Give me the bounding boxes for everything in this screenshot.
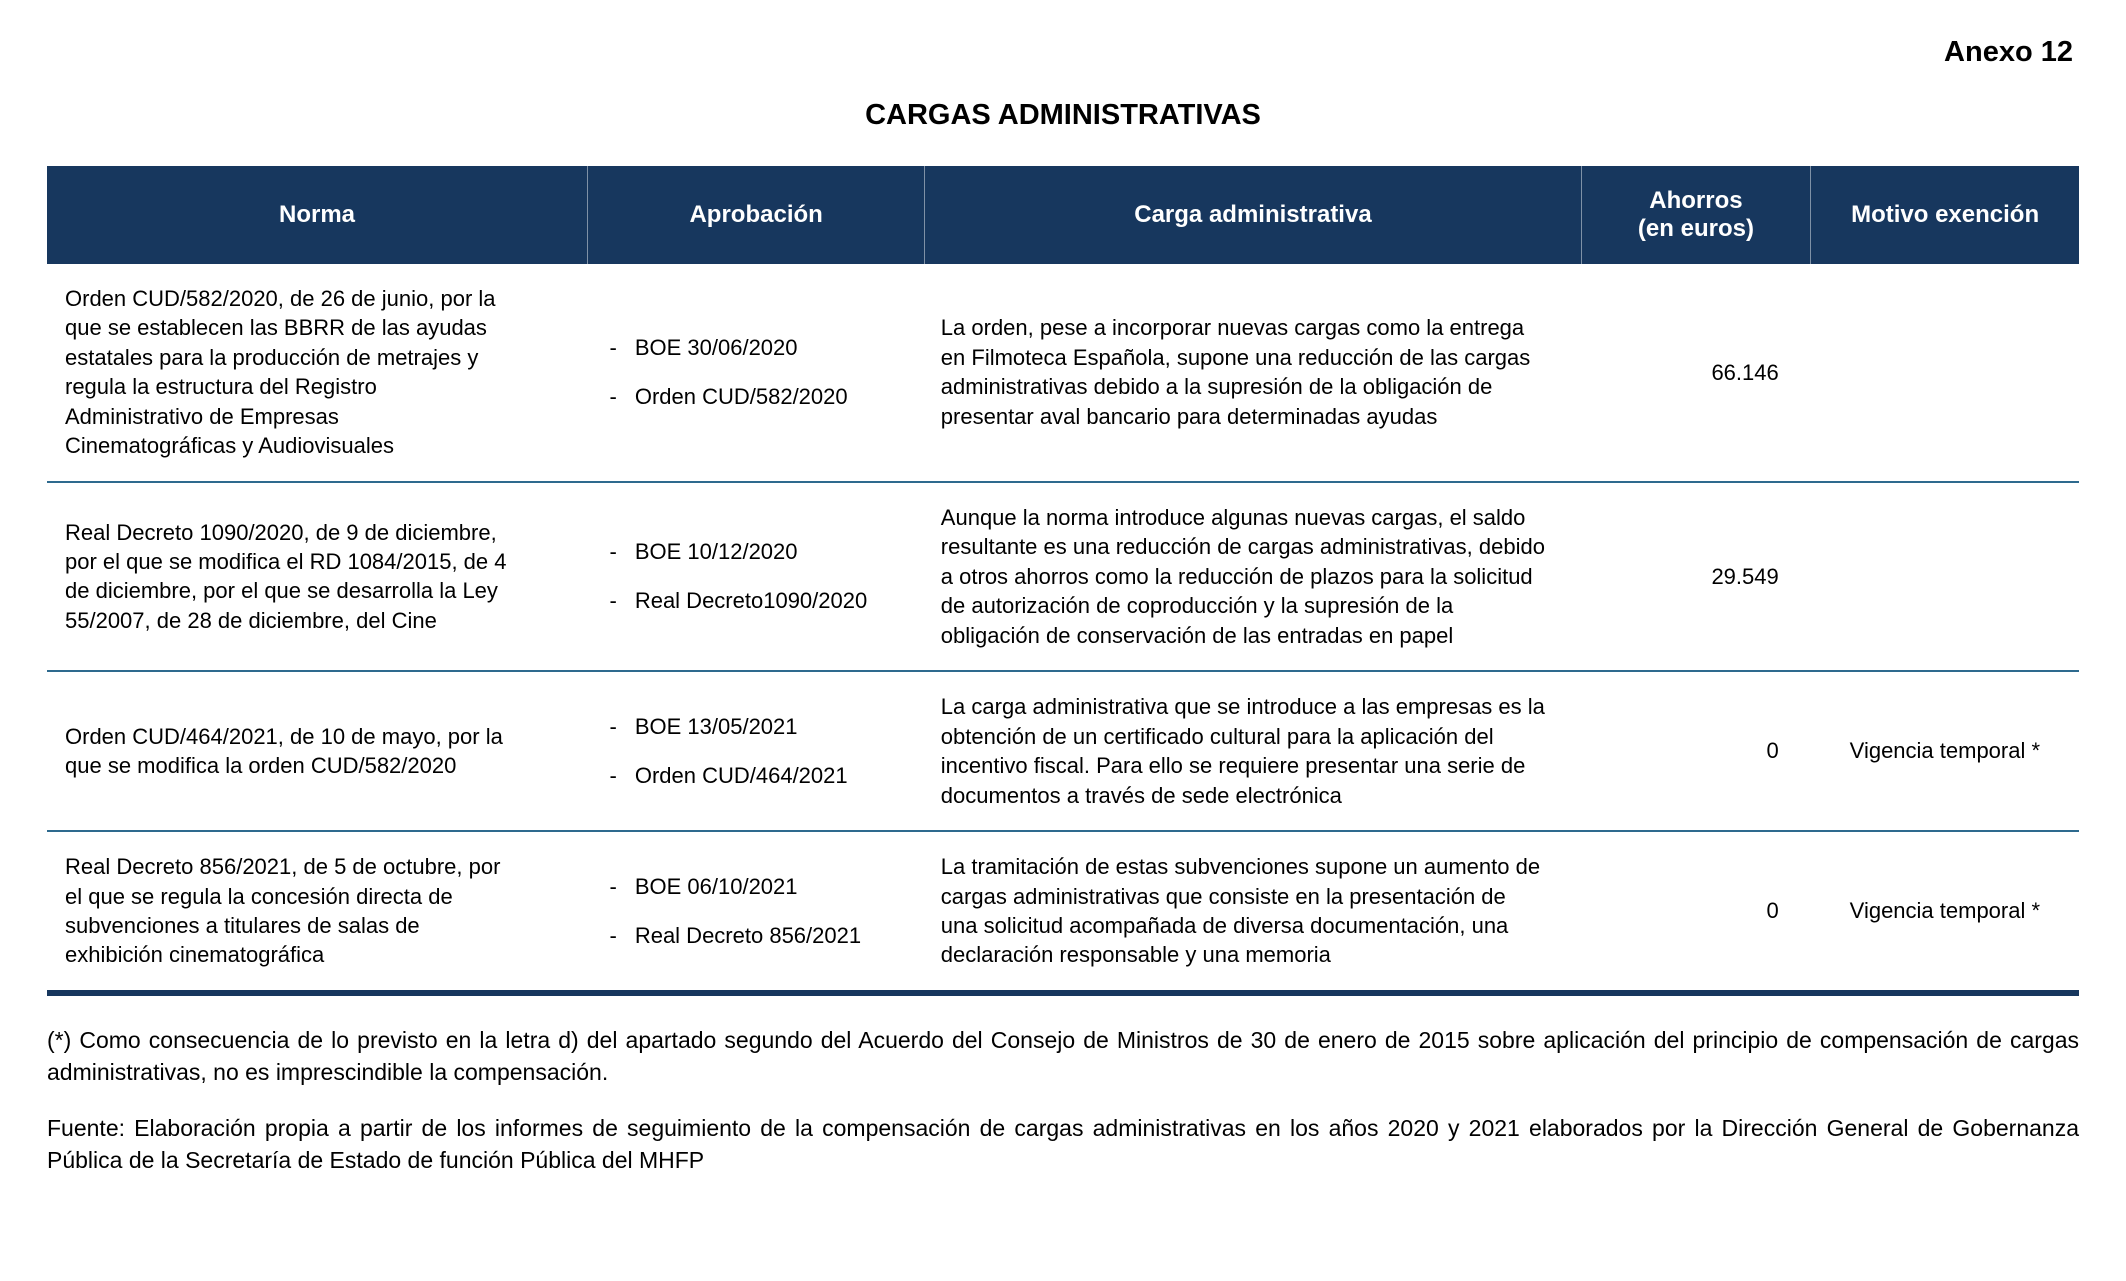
footnote-asterisk: (*) Como consecuencia de lo previsto en la letra d) del apartado segundo del Acuerdo del Consejo de Ministros de 30 de enero de 2015 sobre aplicación del principio de compensación de cargas administrativas, no es imprescindible la compensación.	[47, 1026, 2079, 1086]
header-aprobacion: Aprobación	[588, 166, 925, 264]
aprobacion-item: - BOE 06/10/2021	[610, 872, 915, 901]
table-row	[47, 264, 2079, 482]
header-ahorros-line1: Ahorros	[1649, 187, 1743, 214]
carga-administrativa-cell: La carga administrativa que se introduce a las empresas es la obtención de un certificado cultural para la aplicación del incentivo fiscal. Para ello se requiere presentar una serie de documentos a través de sede electrónica	[925, 671, 1581, 831]
norma-cell: Real Decreto 856/2021, de 5 de octubre, por el que se regula la concesión directa de subvenciones a titulares de salas de exhibición cinematográfica	[47, 831, 588, 993]
motivo-exencion-cell: Vigencia temporal *	[1811, 671, 2079, 831]
ahorros-cell: 66.146	[1711, 359, 1779, 385]
aprobacion-cell	[588, 482, 925, 671]
aprobacion-item: - Orden CUD/464/2021	[610, 761, 915, 790]
table-row	[47, 482, 2079, 671]
norma-cell: Orden CUD/464/2021, de 10 de mayo, por la que se modifica la orden CUD/582/2020	[47, 671, 588, 831]
table-row	[47, 831, 2079, 993]
header-carga-administrativa: Carga administrativa	[925, 166, 1581, 264]
aprobacion-item: - BOE 10/12/2020	[610, 537, 915, 566]
aprobacion-cell	[588, 831, 925, 993]
aprobacion-item: - Real Decreto1090/2020	[610, 586, 915, 615]
ahorros-cell: 29.549	[1581, 482, 1811, 671]
document-title: CARGAS ADMINISTRATIVAS	[865, 99, 1261, 131]
norma-cell: Orden CUD/582/2020, de 26 de junio, por la que se establecen las BBRR de las ayudas estatales para la producción de metrajes y regula la estructura del Registro Administrativo de Empresas Cinematográficas y Audiovisuales	[65, 286, 496, 459]
norma-cell: Real Decreto 1090/2020, de 9 de diciembre, por el que se modifica el RD 1084/2015, de 4 de diciembre, por el que se desarrolla la Ley 55/2007, de 28 de diciembre, del Cine	[47, 482, 588, 671]
header-norma: Norma	[47, 166, 588, 264]
aprobacion-item: - Real Decreto 856/2021	[610, 921, 915, 950]
carga-administrativa-cell: La tramitación de estas subvenciones supone un aumento de cargas administrativas que consiste en la presentación de una solicitud acompañada de diversa documentación, una declaración responsable y una memoria	[925, 831, 1581, 993]
aprobacion-item: - BOE 13/05/2021	[610, 712, 915, 741]
motivo-exencion-cell	[1811, 264, 2079, 482]
header-ahorros	[1581, 166, 1811, 264]
motivo-exencion-cell	[1811, 482, 2079, 671]
table-header	[47, 166, 2079, 264]
header-row	[47, 166, 2079, 264]
motivo-exencion-cell: Vigencia temporal *	[1811, 831, 2079, 993]
ahorros-cell: 0	[1581, 671, 1811, 831]
header-motivo-exencion: Motivo exención	[1811, 166, 2079, 264]
source-note: Fuente: Elaboración propia a partir de los informes de seguimiento de la compensación de cargas administrativas en los años 2020 y 2021 elaborados por la Dirección General de Gobernanza Pública de la Secretaría de Estado de función Pública del MHFP	[47, 1115, 2079, 1174]
table-body	[47, 264, 2079, 993]
carga-administrativa-cell: Aunque la norma introduce algunas nuevas cargas, el saldo resultante es una reducción de cargas administrativas, debido a otros ahorros como la reducción de plazos para la solicitud de autorización de coproducción y la supresión de la obligación de conservación de las entradas en papel	[925, 482, 1581, 671]
carga-administrativa-cell: La orden, pese a incorporar nuevas cargas como la entrega en Filmoteca Española, supone una reducción de las cargas administrativas debido a la supresión de la obligación de presentar aval bancario para determinadas ayudas	[940, 315, 1531, 429]
aprobacion-cell	[588, 264, 925, 482]
aprobacion-item: - BOE 30/06/2020	[610, 333, 915, 362]
aprobacion-cell	[588, 671, 925, 831]
aprobacion-item: - Orden CUD/582/2020	[610, 382, 915, 411]
table-row	[47, 671, 2079, 831]
header-ahorros-line2: (en euros)	[1637, 215, 1754, 242]
cargas-administrativas-table	[47, 166, 2079, 996]
ahorros-cell: 0	[1581, 831, 1811, 993]
annex-label: Anexo 12	[1944, 36, 2073, 68]
